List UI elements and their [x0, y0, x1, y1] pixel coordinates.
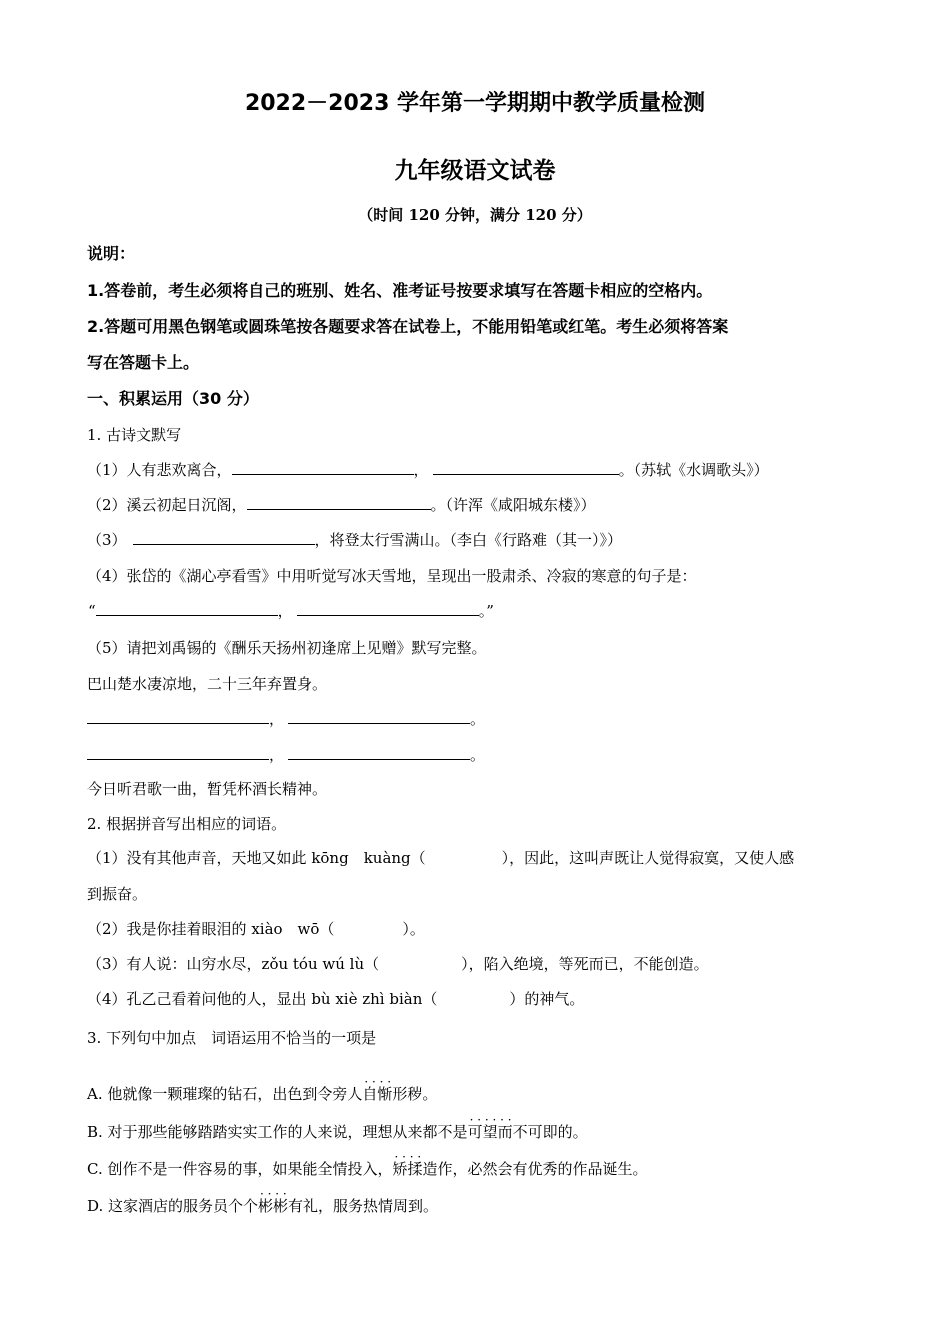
q1-part-5: （5）请把刘禹锡的《酬乐天扬州初逢席上见赠》默写完整。	[87, 639, 487, 657]
option-c-text: C. 创作不是一件容易的事，如果能全情投入，	[87, 1160, 393, 1178]
q2-part-3-prefix: （3）有人说：山穷水尽，zǒu tóu wú lù（	[87, 955, 380, 973]
q2-part-3-suffix: ），陷入绝境，等死而已，不能创造。	[461, 955, 709, 973]
q2-part-1-prefix: （1）没有其他声音，天地又如此 kōng kuàng（	[87, 849, 426, 867]
q1-part-3-prefix: （3）	[87, 531, 127, 549]
dotted-word: · · · · 彬彬有礼	[258, 1196, 318, 1216]
answer-blank[interactable]	[288, 709, 470, 724]
instruction-item-2: 2.答题可用黑色钢笔或圆珠笔按各题要求答在试卷上，不能用铅笔或红笔。考生必须将答案	[87, 317, 729, 336]
poem-blank-line-2	[87, 745, 485, 765]
answer-blank[interactable]	[433, 460, 619, 475]
q2-part-2	[87, 919, 425, 939]
q1-part-1-source: 。（苏轼《水调歌头》）	[618, 461, 769, 479]
poem-blank-line-1	[87, 709, 485, 729]
answer-blank[interactable]	[297, 601, 479, 616]
close-quote: 。”	[478, 602, 494, 620]
option-b[interactable]	[87, 1122, 588, 1142]
comma: ，	[277, 602, 293, 620]
dotted-word: · · · · 自惭形秽	[362, 1084, 422, 1104]
option-d-end: ，服务热情周到。	[318, 1197, 439, 1215]
q2-part-1-suffix: ），因此，这叫声既让人觉得寂寞，又使人感	[501, 849, 795, 867]
instruction-item-1: 1.答卷前，考生必须将自己的班别、姓名、准考证号按要求填写在答题卡相应的空格内。	[87, 281, 713, 300]
section-1-heading: 一、积累运用（30 分）	[87, 389, 259, 408]
answer-blank[interactable]	[133, 530, 315, 545]
option-c[interactable]	[87, 1159, 648, 1179]
answer-blank[interactable]	[96, 601, 278, 616]
q2-part-1-cont: 到振奋。	[87, 885, 148, 903]
q2-part-1	[87, 848, 794, 868]
q2-part-4-prefix: （4）孔乙己看着问他的人，显出 bù xiè zhì biàn（	[87, 990, 438, 1008]
dotted-word: · · · 可望而不可即	[468, 1122, 558, 1142]
q1-part-4: （4）张岱的《湖心亭看雪》中用听觉写冰天雪地，呈现出一股肃杀、冷寂的寒意的句子是：	[87, 567, 697, 585]
q2-part-3	[87, 954, 709, 974]
q2-part-4	[87, 989, 584, 1009]
q1-part-3-source: ，将登太行雪满山。（李白《行路难（其一）》）	[314, 531, 623, 549]
q1-part-1-prefix: （1）人有悲欢离合，	[87, 461, 232, 479]
q1-part-2-source: 。（许浑《咸阳城东楼》）	[430, 496, 596, 514]
option-d[interactable]	[87, 1196, 438, 1216]
q1-part-1-comma: ，	[413, 461, 429, 479]
answer-blank[interactable]	[87, 745, 269, 760]
option-a[interactable]	[87, 1084, 437, 1104]
instruction-item-2-cont: 写在答题卡上。	[87, 353, 200, 372]
poem-last-line: 今日听君歌一曲，暂凭杯酒长精神。	[87, 780, 328, 798]
dotted-word: · · · · 矫揉造作	[392, 1159, 452, 1179]
option-a-text: A. 他就像一颗璀璨的钻石，出色到令旁人	[87, 1085, 363, 1103]
q1-part-2	[87, 495, 596, 515]
answer-blank[interactable]	[247, 495, 431, 510]
option-b-end: 的。	[557, 1123, 588, 1141]
comma: ，	[269, 710, 285, 728]
instructions-heading: 说明：	[87, 244, 136, 263]
option-a-end: 。	[422, 1085, 438, 1103]
answer-blank[interactable]	[288, 745, 470, 760]
comma: ，	[269, 746, 285, 764]
exam-title: 2022－2023 学年第一学期期中教学质量检测	[244, 91, 706, 116]
answer-blank[interactable]	[87, 709, 269, 724]
q2-part-4-suffix: ）的神气。	[509, 990, 585, 1008]
q2-part-2-prefix: （2）我是你挂着眼泪的 xiào wō（	[87, 920, 335, 938]
time-note: （时间 120 分钟，满分 120 分）	[358, 206, 592, 224]
period: 。	[470, 710, 486, 728]
q1-part-3	[87, 530, 622, 550]
q1-part-4-answer	[88, 601, 494, 621]
q1-part-1	[87, 460, 769, 480]
q2-part-2-suffix: ）。	[402, 920, 425, 938]
answer-blank[interactable]	[232, 460, 414, 475]
option-b-text: B. 对于那些能够踏踏实实工作的人来说，理想从来都不是	[87, 1123, 468, 1141]
poem-first-line: 巴山楚水凄凉地，二十三年弃置身。	[87, 675, 328, 693]
exam-subtitle: 九年级语文试卷	[394, 158, 556, 184]
question-1-title: 1. 古诗文默写	[87, 426, 182, 444]
q1-part-2-prefix: （2）溪云初起日沉阁，	[87, 496, 247, 514]
open-quote: “	[88, 602, 96, 620]
option-d-text: D. 这家酒店的服务员个个	[87, 1197, 259, 1215]
question-3-title: 3. 下列句中加点 词语运用不恰当的一项是	[87, 1029, 377, 1047]
period: 。	[470, 746, 486, 764]
option-c-end: ，必然会有优秀的作品诞生。	[452, 1160, 648, 1178]
question-2-title: 2. 根据拼音写出相应的词语。	[87, 815, 287, 833]
